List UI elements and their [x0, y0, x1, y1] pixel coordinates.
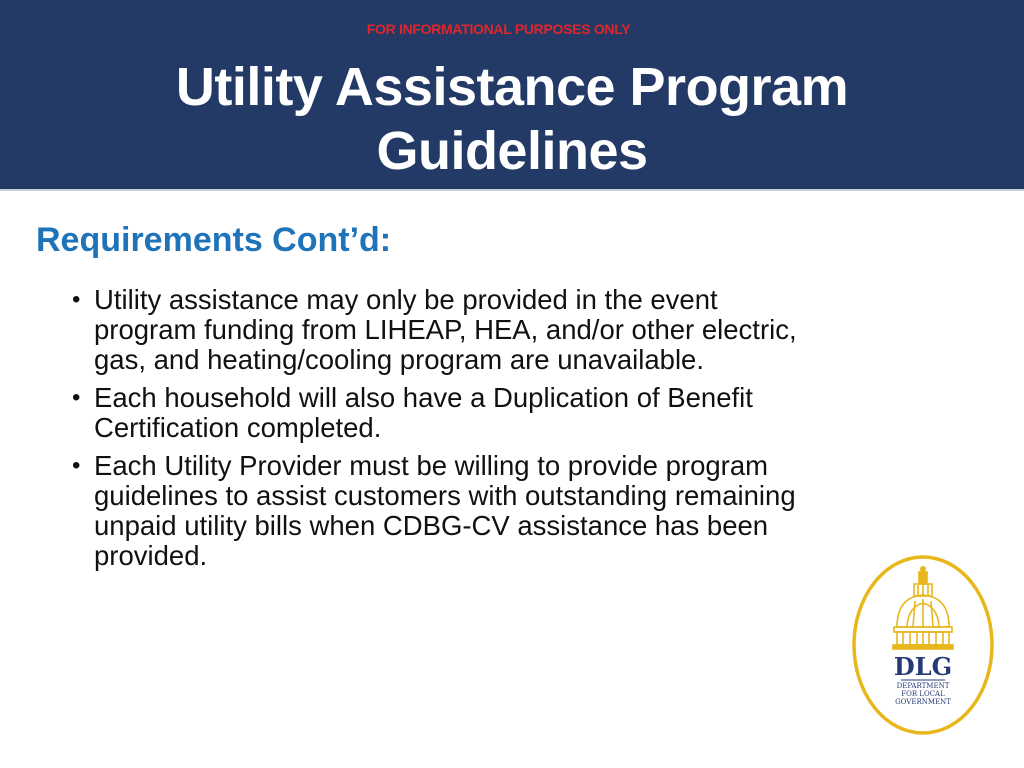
logo-line-2: FOR LOCAL	[901, 690, 945, 698]
bullet-icon: •	[72, 286, 81, 313]
header-divider	[0, 189, 1024, 191]
list-item	[72, 285, 812, 375]
requirements-list	[72, 285, 812, 579]
page-title-line-1: Utility Assistance Program	[175, 57, 849, 117]
list-item	[72, 451, 812, 571]
logo-line-3: GOVERNMENT	[895, 698, 951, 706]
page-title-line-2: Guidelines	[376, 121, 648, 181]
section-heading: Requirements Cont’d:	[36, 221, 392, 259]
logo-acronym: DLG	[893, 652, 953, 681]
disclaimer-text: FOR INFORMATIONAL PURPOSES ONLY	[366, 21, 631, 37]
bullet-icon: •	[72, 452, 81, 479]
logo-line-1: DEPARTMENT	[896, 682, 950, 690]
list-item	[72, 383, 812, 443]
bullet-icon: •	[72, 384, 81, 411]
list-item-text: Each household will also have a Duplication of Benefit Certification completed.	[94, 382, 753, 443]
dlg-logo	[852, 555, 994, 735]
list-item-text: Each Utility Provider must be willing to provide program guidelines to assist customers with outstanding remaining unpaid utility bills when CDBG-CV assistance has been provided.	[94, 450, 796, 571]
page-title	[0, 55, 1024, 183]
list-item-text: Utility assistance may only be provided in the event program funding from LIHEAP, HEA, and/or other electric, gas, and heating/cooling program are unavailable.	[94, 284, 797, 375]
